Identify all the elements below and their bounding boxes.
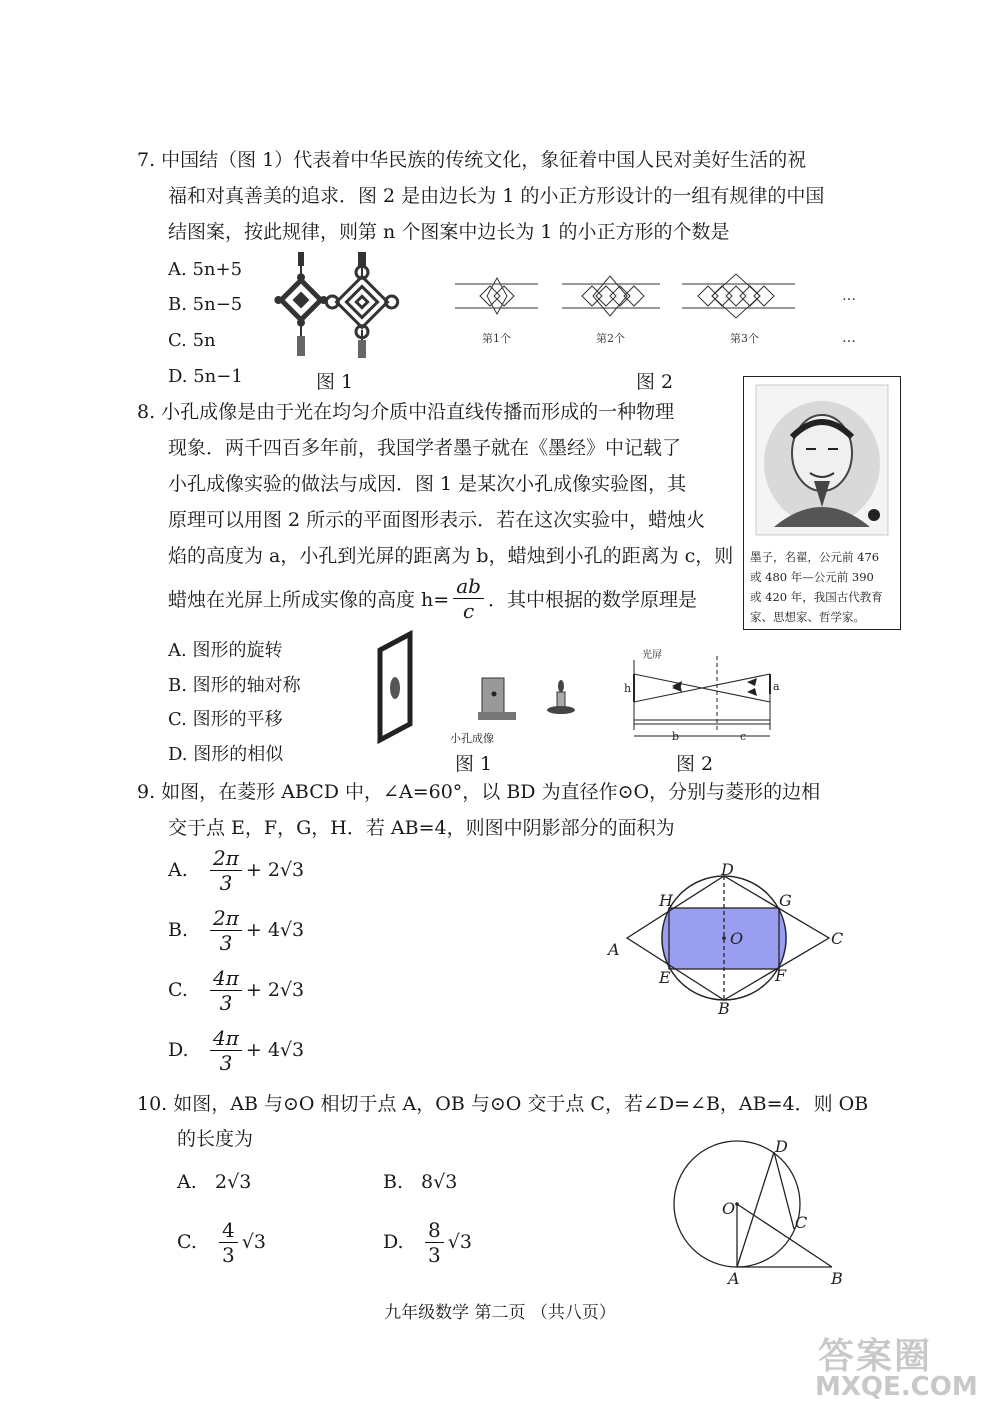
q8-line6-start: 蜡烛在光屏上所成实像的高度 h= bbox=[168, 589, 450, 611]
q8-diagram-h-label: h bbox=[624, 682, 632, 695]
q9-point-g: G bbox=[779, 891, 792, 910]
q7-option-c: C. 5n bbox=[168, 330, 216, 351]
page-footer: 九年级数学 第二页 （共八页） bbox=[384, 1303, 616, 1323]
q8-pinhole-diagram bbox=[622, 644, 782, 744]
q9-option-a-numerator: 2π bbox=[210, 846, 242, 871]
q10-point-o: O bbox=[722, 1199, 736, 1218]
mozi-portrait-box bbox=[743, 376, 901, 630]
q9-rhombus-figure bbox=[605, 855, 855, 1025]
q9-point-b: B bbox=[718, 999, 730, 1018]
q10-option-c-label: C. bbox=[177, 1231, 197, 1253]
q9-option-d-fraction bbox=[210, 1026, 242, 1075]
q10-line2: 的长度为 bbox=[177, 1128, 254, 1150]
mozi-caption-line1: 墨子，名翟，公元前 476 bbox=[750, 550, 880, 564]
mozi-caption-line3: 或 420 年，我国古代教育 bbox=[750, 590, 883, 604]
mozi-caption bbox=[750, 547, 883, 627]
q8-fraction bbox=[453, 574, 484, 623]
q10-option-d-denominator: 3 bbox=[428, 1242, 441, 1267]
q8-pinhole-figure bbox=[370, 630, 590, 750]
mozi-caption-line4: 家、思想家、哲学家。 bbox=[750, 610, 865, 624]
q9-point-d: D bbox=[721, 860, 734, 879]
q9-point-a: A bbox=[608, 940, 620, 959]
q9-point-h: H bbox=[659, 891, 673, 910]
q7-chinese-knot-figure bbox=[272, 250, 412, 365]
q9-option-a-denominator: 3 bbox=[219, 870, 233, 895]
q9-option-b-fraction bbox=[210, 906, 242, 955]
q9-option-a-fraction bbox=[210, 846, 242, 895]
q10-point-b: B bbox=[831, 1269, 843, 1288]
q9-line1: 9. 如图，在菱形 ABCD 中，∠A=60°，以 BD 为直径作⊙O，分别与菱形的边相 bbox=[137, 781, 821, 803]
q10-option-c bbox=[177, 1212, 266, 1272]
q7-pattern-label-1: 第1个 bbox=[482, 332, 511, 345]
q9-option-c-denominator: 3 bbox=[219, 990, 233, 1015]
q8-figure1-caption: 图 1 bbox=[455, 753, 493, 775]
q8-option-a: A. 图形的旋转 bbox=[168, 640, 283, 661]
q10-option-d-rest: √3 bbox=[447, 1231, 472, 1253]
q9-options bbox=[168, 840, 304, 1080]
q8-line5: 焰的高度为 a，小孔到光屏的距离为 b，蜡烛到小孔的距离为 c，则 bbox=[168, 545, 734, 567]
q8-option-d: D. 图形的相似 bbox=[168, 744, 284, 765]
q10-option-d-numerator: 8 bbox=[425, 1218, 444, 1243]
q9-option-c bbox=[168, 960, 304, 1020]
q8-line3: 小孔成像实验的做法与成因．图 1 是某次小孔成像实验图，其 bbox=[168, 473, 687, 495]
q8-diagram-screen-label: 光屏 bbox=[642, 650, 662, 661]
q9-option-a-label: A. bbox=[168, 859, 188, 881]
q7-pattern-label-2: 第2个 bbox=[596, 332, 625, 345]
q8-line4: 原理可以用图 2 所示的平面图形表示．若在这次实验中，蜡烛火 bbox=[168, 509, 706, 531]
q9-point-f: F bbox=[775, 966, 787, 985]
q7-option-b: B. 5n−5 bbox=[168, 294, 243, 315]
q8-line1: 8. 小孔成像是由于光在均匀介质中沿直线传播而形成的一种物理 bbox=[137, 401, 675, 423]
q10-point-c: C bbox=[795, 1213, 808, 1232]
q9-option-a bbox=[168, 840, 304, 900]
q9-option-b-denominator: 3 bbox=[219, 930, 233, 955]
q9-option-b-label: B. bbox=[168, 919, 189, 941]
q7-pattern-label-3: 第3个 bbox=[730, 332, 759, 345]
q10-point-a: A bbox=[728, 1269, 740, 1288]
q10-point-d: D bbox=[775, 1137, 788, 1156]
q8-diagram-a-label: a bbox=[773, 680, 780, 693]
q7-figure1-caption: 图 1 bbox=[316, 371, 354, 393]
q10-option-d-label: D. bbox=[383, 1231, 404, 1253]
q10-option-b-value: 8√3 bbox=[421, 1171, 458, 1193]
q10-tangent-figure bbox=[660, 1130, 860, 1290]
q8-fraction-numerator: ab bbox=[453, 574, 484, 599]
q9-point-e: E bbox=[659, 968, 671, 987]
chinese-knot-small-icon bbox=[273, 252, 330, 356]
q9-point-o: O bbox=[730, 929, 744, 948]
q8-fraction-denominator: c bbox=[462, 599, 475, 623]
q9-option-a-rest: + 2√3 bbox=[245, 859, 305, 881]
q9-option-b-numerator: 2π bbox=[210, 906, 242, 931]
q10-line1: 10. 如图，AB 与⊙O 相切于点 A，OB 与⊙O 交于点 C，若∠D=∠B，AB=4．则 OB bbox=[137, 1093, 869, 1115]
q9-option-c-rest: + 2√3 bbox=[245, 979, 305, 1001]
q9-option-c-fraction bbox=[210, 966, 242, 1015]
q10-option-d bbox=[383, 1212, 472, 1272]
q9-option-c-label: C. bbox=[168, 979, 188, 1001]
q7-option-a: A. 5n+5 bbox=[168, 259, 243, 280]
q8-line6 bbox=[168, 574, 697, 623]
q9-option-d-denominator: 3 bbox=[219, 1050, 233, 1075]
q7-option-d: D. 5n−1 bbox=[168, 366, 243, 387]
watermark-url: MXQE.COM bbox=[815, 1372, 978, 1402]
q8-option-c: C. 图形的平移 bbox=[168, 709, 283, 730]
q9-option-d-label: D. bbox=[168, 1039, 189, 1061]
q9-option-b bbox=[168, 900, 304, 960]
q9-option-d-numerator: 4π bbox=[210, 1026, 242, 1051]
q10-option-b-label: B. bbox=[383, 1171, 404, 1193]
mozi-portrait-icon bbox=[744, 377, 900, 542]
q8-option-b: B. 图形的轴对称 bbox=[168, 675, 301, 696]
chinese-knot-large-icon bbox=[324, 252, 400, 358]
q10-option-c-numerator: 4 bbox=[219, 1218, 238, 1243]
q10-option-a bbox=[177, 1152, 251, 1212]
q7-line2: 福和对真善美的追求．图 2 是由边长为 1 的小正方形设计的一组有规律的中国 bbox=[168, 185, 825, 207]
q10-option-a-value: 2√3 bbox=[215, 1171, 252, 1193]
q9-option-c-numerator: 4π bbox=[210, 966, 242, 991]
q10-option-c-fraction bbox=[219, 1218, 238, 1267]
q10-option-c-rest: √3 bbox=[241, 1231, 266, 1253]
q7-line3: 结图案，按此规律，则第 n 个图案中边长为 1 的小正方形的个数是 bbox=[168, 221, 730, 243]
q8-diagram-c-label: c bbox=[740, 730, 747, 743]
q9-option-b-rest: + 4√3 bbox=[245, 919, 305, 941]
q8-diagram-b-label: b bbox=[672, 730, 680, 743]
q10-option-c-denominator: 3 bbox=[222, 1242, 235, 1267]
q8-figure2-caption: 图 2 bbox=[676, 753, 714, 775]
mozi-caption-line2: 或 480 年—公元前 390 bbox=[750, 570, 874, 584]
q10-option-d-fraction bbox=[425, 1218, 444, 1267]
q7-ellipsis-top: … bbox=[842, 288, 856, 304]
q7-ellipsis-bottom: … bbox=[842, 330, 856, 346]
q8-line6-end: ．其中根据的数学原理是 bbox=[487, 589, 697, 611]
q9-option-d bbox=[168, 1020, 304, 1080]
q10-option-a-label: A. bbox=[177, 1171, 197, 1193]
q10-option-b bbox=[383, 1152, 457, 1212]
q9-line2: 交于点 E，F，G，H．若 AB=4，则图中阴影部分的面积为 bbox=[168, 817, 675, 839]
q8-figure1-label: 小孔成像 bbox=[450, 732, 494, 745]
q9-point-c: C bbox=[831, 929, 844, 948]
q7-pattern-figure bbox=[450, 270, 870, 350]
q7-figure2-caption: 图 2 bbox=[636, 371, 674, 393]
watermark-logo: 答案圈 bbox=[818, 1336, 933, 1377]
q7-line1: 7. 中国结（图 1）代表着中华民族的传统文化，象征着中国人民对美好生活的祝 bbox=[137, 149, 807, 171]
q9-option-d-rest: + 4√3 bbox=[245, 1039, 305, 1061]
q8-line2: 现象．两千四百多年前，我国学者墨子就在《墨经》中记载了 bbox=[168, 437, 682, 459]
